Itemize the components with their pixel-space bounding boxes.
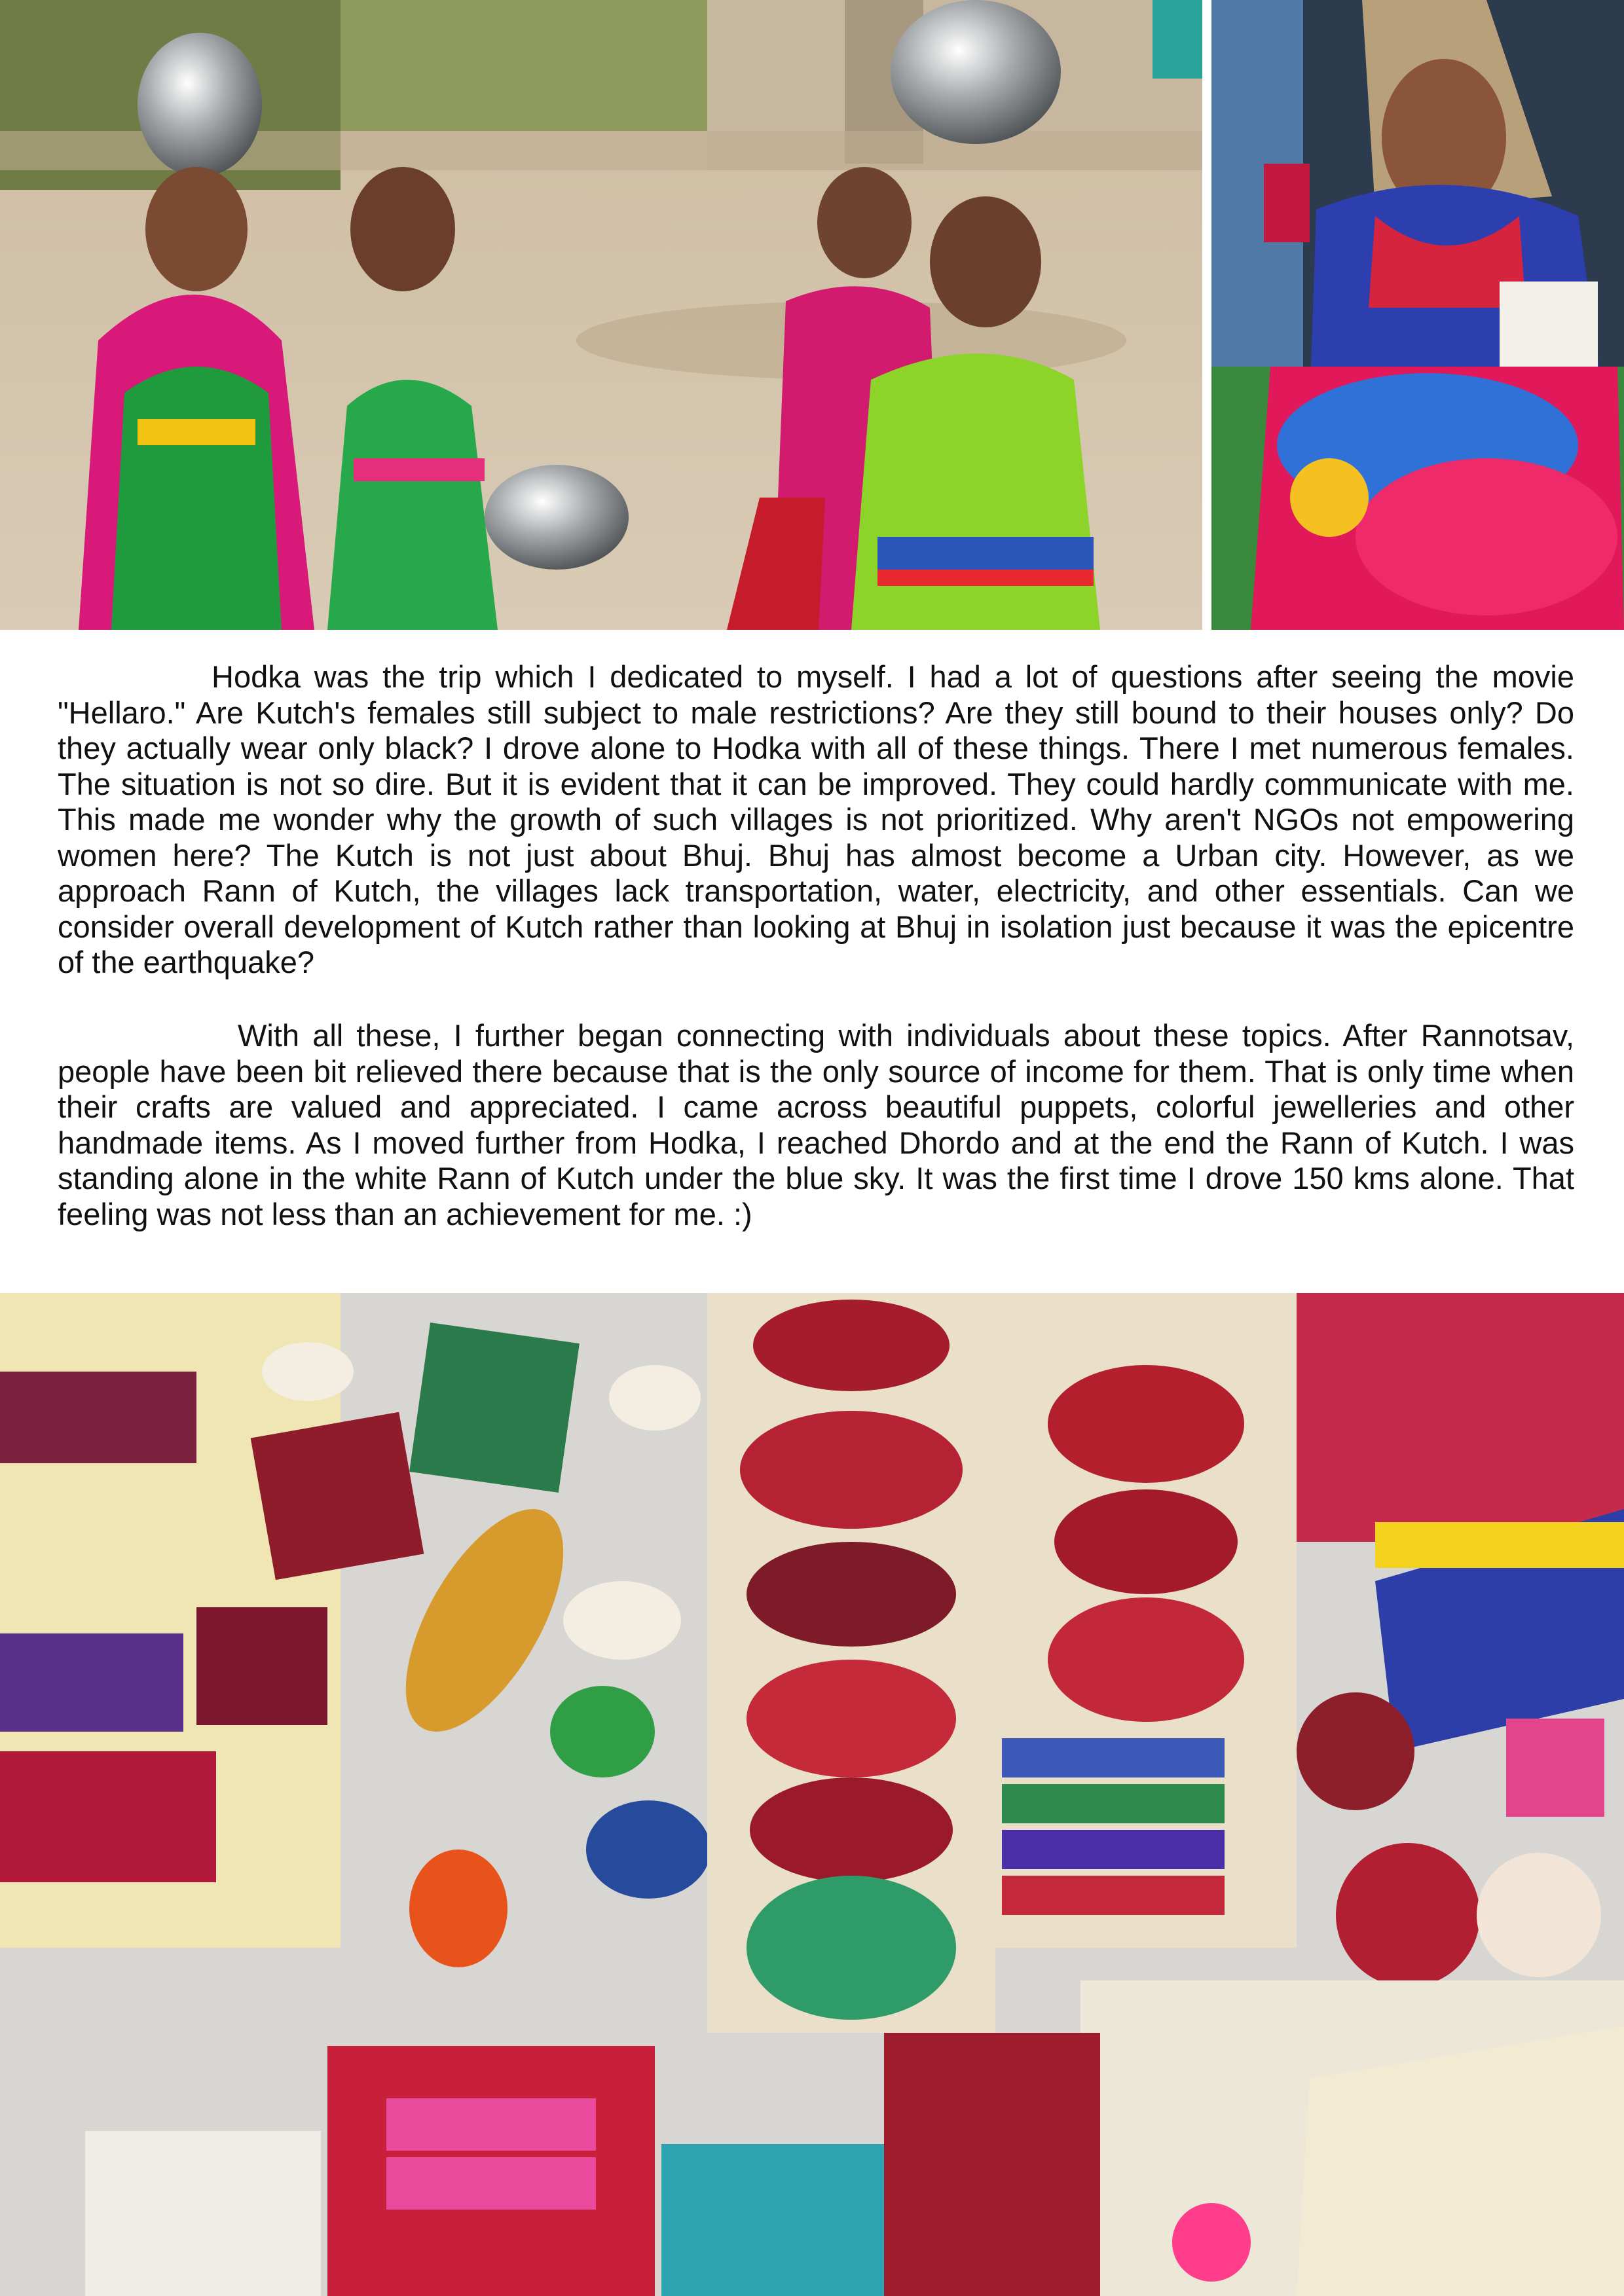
handicrafts-photo	[0, 1293, 1624, 2296]
village-girls-photo	[0, 0, 1202, 630]
embroidery-woman-photo	[1211, 0, 1624, 630]
article-paragraph-1: Hodka was the trip which I dedicated to myself. I had a lot of questions after seeing the movie "Hellaro." Are Kutch's females still subject to male restrictions? Are they still bound to their houses only? Do they actually wear only black? I drove alone to Hodka with all of these things. There I met numerous females. The situation is not so dire. But it is evident that it can be improved. They could hardly communicate with me. This made me wonder why the growth of such villages is not prioritized. Why aren't NGOs not empowering women here? The Kutch is not just about Bhuj. Bhuj has almost become a Urban city. However, as we approach Rann of Kutch, the villages lack transportation, water, electricity, and other essentials. Can we consider overall development of Kutch rather than looking at Bhuj in isolation just because it was the epicentre of the earthquake?	[58, 659, 1574, 979]
article-paragraph-2: With all these, I further began connecting with individuals about these topics. After Rannotsav, people have been bit relieved there because that is the only source of income for them. That is only time when their crafts are valued and appreciated. I came across beautiful puppets, colorful jewelleries and other handmade items. As I moved further from Hodka, I reached Dhordo and at the end the Rann of Kutch. I was standing alone in the white Rann of Kutch under the blue sky. It was the first time I drove 150 kms alone. That feeling was not less than an achievement for me. :)	[58, 1018, 1574, 1231]
